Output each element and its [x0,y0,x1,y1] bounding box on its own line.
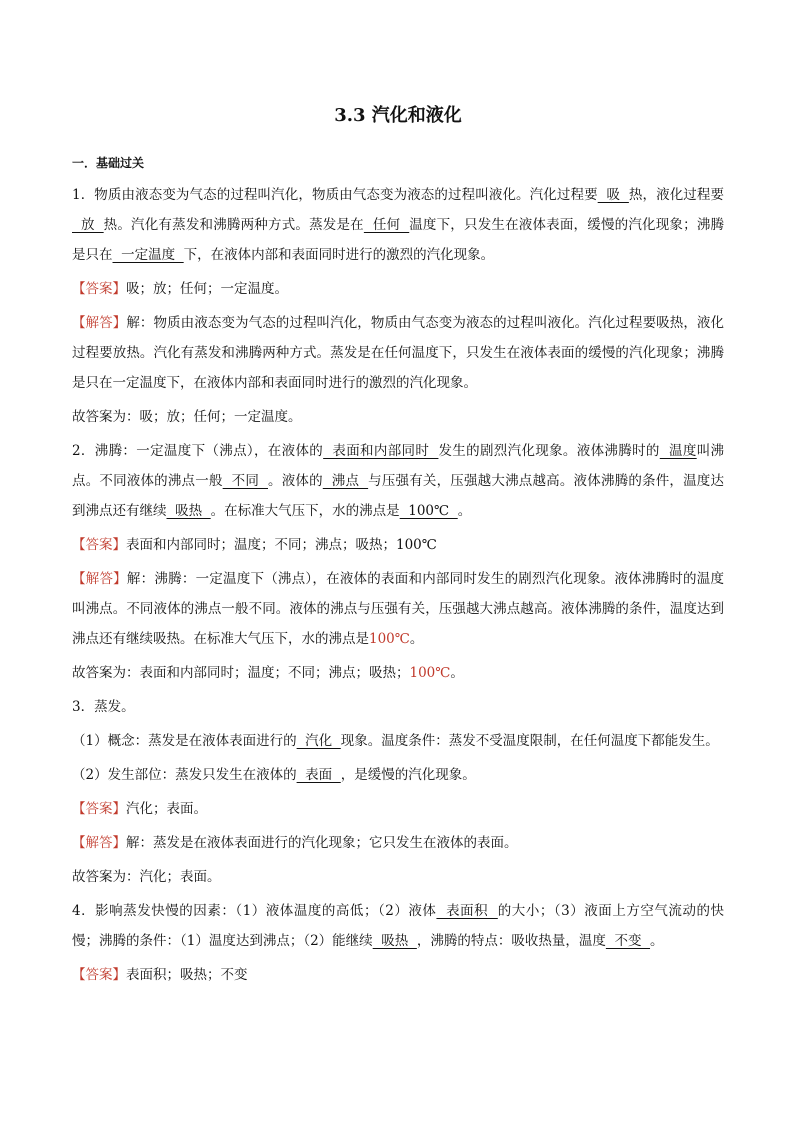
final-text: 。 [450,665,464,681]
analysis-text: 。 [409,631,424,647]
question-1 [72,180,724,270]
q1-text: 热，液化过程要 [628,187,725,203]
q2-text: 发生的剧烈汽化现象。液体沸腾时的 [438,443,660,459]
q1-text: 温度下，只发生在液体表面，缓慢的汽化现象；沸腾是只在 [72,217,725,263]
answer-tag: 【答案】 [72,281,126,297]
q4-blank-3: 不变 [605,933,651,949]
q3-blank-2: 表面 [296,767,341,783]
q3-text: ，是缓慢的汽化现象。 [340,767,476,783]
question-3: 3．蒸发。 [72,699,135,715]
q1-blank-3: 任何 [363,217,410,233]
final-value: 100℃ [409,665,451,681]
q4-blank-2: 吸热 [372,933,417,949]
answer-tag: 【答案】 [72,801,126,817]
q3-text: （2）发生部位：蒸发只发生在液体的 [72,767,297,783]
q2-blank-3: 不同 [222,473,268,489]
q1-blank-4: 一定温度 [112,247,184,263]
q1-analysis [72,308,724,398]
final-text: 故答案为：表面和内部同时；温度；不同；沸点；吸热； [72,665,410,681]
analysis-text: 解：蒸发是在液体表面进行的汽化现象；它只发生在液体的表面。 [126,835,518,851]
q2-text: 。 [457,503,472,519]
page-title: 3.3 汽化和液化 [334,105,462,126]
analysis-tag: 【解答】 [72,835,126,851]
q4-answer [72,960,724,990]
q2-text: 。在标准大气压下，水的沸点是 [210,503,400,519]
q3-blank-1: 汽化 [296,733,341,749]
q2-analysis [72,564,724,654]
q3-text: 现象。温度条件：蒸发不受温度限制，在任何温度下都能发生。 [340,733,719,749]
answer-text: 汽化；表面。 [126,801,207,817]
analysis-tag: 【解答】 [72,315,127,331]
q2-blank-1: 表面和内部同时 [323,443,439,459]
q1-answer [72,274,724,304]
question-2 [72,436,724,526]
q2-blank-5: 吸热 [166,503,211,519]
q2-answer [72,530,724,560]
q2-blank-4: 沸点 [322,473,369,489]
q2-blank-2: 温度 [659,443,697,459]
answer-text: 表面和内部同时；温度；不同；沸点；吸热；100℃ [126,537,437,553]
q2-text: 与压强有关，压强越大沸点越高。液体沸腾的条件，温度达到沸点还有继续 [72,473,725,519]
q4-text: 。 [650,933,664,949]
q2-text: 2．沸腾：一定温度下（沸点），在液体的 [72,443,324,459]
q3-text: （1）概念：蒸发是在液体表面进行的 [72,733,297,749]
answer-tag: 【答案】 [72,967,126,983]
q3-part-2 [72,760,724,790]
q3-answer [72,794,724,824]
analysis-text: 解：沸腾：一定温度下（沸点），在液体的表面和内部同时发生的剧烈汽化现象。液体沸腾时的温度叫沸点。不同液体的沸点一般不同。液体的沸点与压强有关，压强越大沸点越高。液体沸腾的条件，温度达到沸点还有继续吸热。在标准大气压下，水的沸点是 [72,571,725,647]
section-heading: 一．基础过关 [72,156,145,170]
question-4 [72,896,724,956]
q2-blank-6: 100℃ [399,503,458,519]
answer-text: 吸；放；任何；一定温度。 [126,281,288,297]
q4-text: ，沸腾的特点：吸收热量，温度 [416,933,606,949]
q1-final: 故答案为：吸；放；任何；一定温度。 [72,409,302,425]
q1-text: 热。汽化有蒸发和沸腾两种方式。蒸发是在 [103,217,364,233]
q2-text: 叫沸点。不同液体的沸点一般 [72,443,725,489]
q4-text: 4．影响蒸发快慢的因素：（1）液体温度的高低；（2）液体 [72,903,437,919]
analysis-tag: 【解答】 [72,571,127,587]
answer-tag: 【答案】 [72,537,126,553]
q3-part-1 [72,726,724,756]
q2-final [72,658,724,688]
analysis-text: 解：物质由液态变为气态的过程叫汽化，物质由气态变为液态的过程叫液化。汽化过程要吸热，液化过程要放热。汽化有蒸发和沸腾两种方式。蒸发是在任何温度下，只发生在液体表面的缓慢的汽化现象；沸腾是只在一定温度下，在液体内部和表面同时进行的激烈的汽化现象。 [72,315,725,391]
q2-text: 。液体的 [268,473,323,489]
q4-blank-1: 表面积 [436,903,498,919]
q4-text: 的大小；（3）液面上方空气流动的快慢；沸腾的条件：（1）温度达到沸点；（2）能继续 [72,903,724,949]
answer-text: 表面积；吸热；不变 [126,967,248,983]
analysis-value: 100℃ [369,631,410,647]
q1-text: 下，在液体内部和表面同时进行的激烈的汽化现象。 [183,247,495,263]
q1-blank-1: 吸 [597,187,629,203]
q3-final: 故答案为：汽化；表面。 [72,869,221,885]
q1-blank-2: 放 [72,217,104,233]
q3-analysis [72,828,724,858]
q1-text: 1．物质由液态变为气态的过程叫汽化，物质由气态变为液态的过程叫液化。汽化过程要 [72,187,598,203]
